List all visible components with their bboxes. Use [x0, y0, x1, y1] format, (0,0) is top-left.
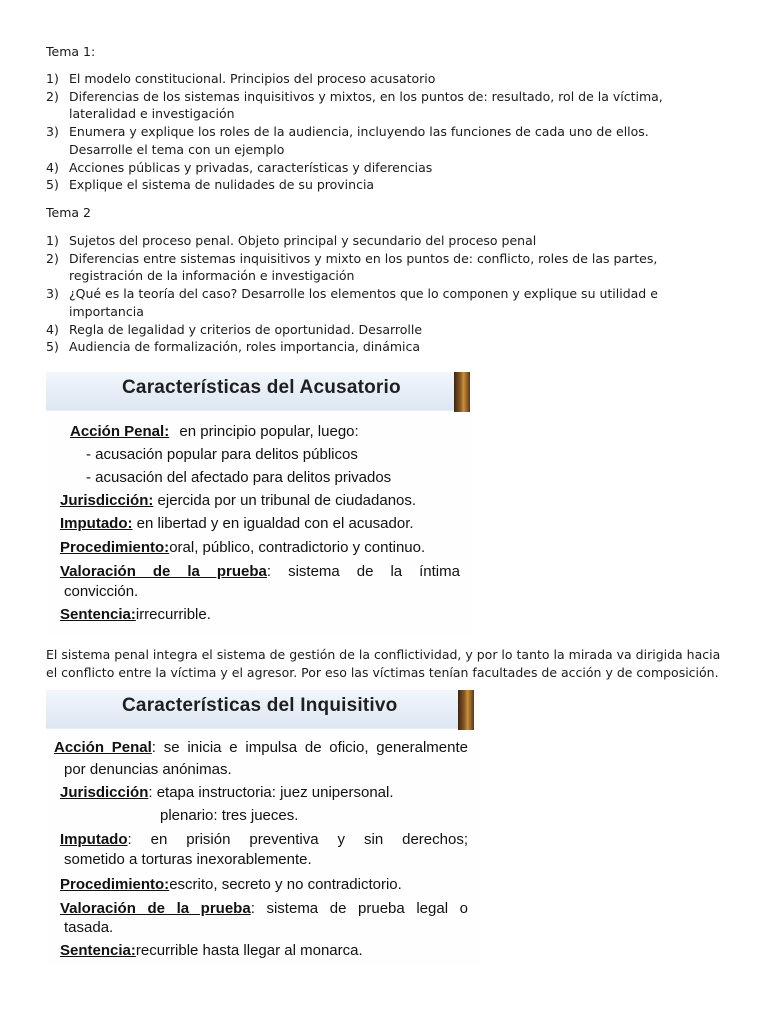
item-number: 4): [46, 321, 59, 337]
item-number: 1): [46, 233, 59, 248]
list-item: [46, 159, 716, 177]
valoracion-label: Valoración de la prueba: [60, 900, 251, 917]
bullet-line: - acusación popular para delitos públicos: [86, 446, 358, 463]
item-text: Acciones públicas y privadas, características y diferencias: [69, 159, 433, 175]
slide-acusatorio: [46, 372, 474, 634]
imputado-label: Imputado:: [60, 515, 133, 532]
procedimiento-line: [60, 875, 402, 895]
imputado-text: : en prisión preventiva y sin derechos;: [127, 831, 468, 848]
item-number: 3): [46, 124, 59, 140]
item-number: 2): [46, 250, 59, 266]
jurisdiccion-text: : etapa instructoria: juez unipersonal.: [148, 784, 394, 801]
item-number: 4): [46, 159, 59, 175]
list-item: [46, 88, 716, 123]
sentencia-text: recurrible hasta llegar al monarca.: [135, 942, 363, 959]
item-number: 5): [46, 339, 59, 355]
list-item: [46, 232, 716, 250]
imputado-line: [60, 514, 414, 534]
sentencia-text: irrecurrible.: [135, 606, 211, 623]
item-text: Sujetos del proceso penal. Objeto principal y secundario del proceso penal: [69, 233, 537, 248]
sentencia-line: [60, 941, 363, 961]
slide-title: Características del Acusatorio: [122, 377, 401, 398]
item-text: ¿Qué es la teoría del caso? Desarrolle los elementos que lo componen y explique su utilidad e importancia: [69, 286, 658, 319]
item-number: 3): [46, 286, 59, 302]
procedimiento-line: [60, 538, 425, 558]
valoracion-line: [60, 562, 460, 582]
slide-inquisitivo: [46, 690, 478, 965]
item-text: Audiencia de formalización, roles importancia, dinámica: [69, 339, 421, 355]
accion-penal-line: [54, 738, 468, 758]
procedimiento-text: escrito, secreto y no contradictorio.: [169, 876, 402, 893]
valoracion-text: : sistema de la íntima: [266, 563, 460, 580]
jurisdiccion-text: ejercida por un tribunal de ciudadanos.: [157, 492, 417, 509]
item-text: Regla de legalidad y criterios de oportunidad. Desarrolle: [69, 321, 423, 337]
valoracion-line: [60, 899, 468, 919]
procedimiento-text: oral, público, contradictorio y continuo.: [169, 539, 426, 556]
valoracion-label: Valoración de la prueba: [60, 563, 267, 580]
accion-penal-line: [70, 422, 359, 442]
imputado-text: en libertad y en igualdad con el acusador.: [136, 515, 414, 532]
slide-title: Características del Inquisitivo: [122, 695, 398, 716]
procedimiento-label: Procedimiento:: [60, 876, 170, 893]
item-text: Diferencias entre sistemas inquisitivos y mixto en los puntos de: conflicto, roles de las partes, registración de la información e investigación: [69, 250, 658, 284]
jurisdiccion-label: Jurisdicción: [60, 784, 149, 801]
valoracion-continuation: convicción.: [64, 583, 139, 600]
body-paragraph: El sistema penal integra el sistema de gestión de la conflictividad, y por lo tanto la mirada va dirigida hacia el conflicto entre la víctima y el agresor. Por eso las víctimas tenían facultades de acción y de composición.: [46, 647, 721, 680]
item-number: 2): [46, 88, 59, 104]
jurisdiccion-line: [60, 783, 394, 803]
list-item: [46, 123, 716, 158]
item-text: Explique el sistema de nulidades de su provincia: [69, 177, 375, 193]
jurisdiccion-continuation: plenario: tres jueces.: [160, 807, 299, 824]
tema1-list: [46, 70, 716, 194]
item-number: 5): [46, 177, 59, 193]
accion-penal-text: en principio popular, luego:: [179, 423, 359, 440]
sentencia-label: Sentencia:: [60, 942, 136, 959]
accion-penal-text: : se inicia e impulsa de oficio, generalmente: [151, 739, 468, 756]
item-text: Enumera y explique los roles de la audiencia, incluyendo las funciones de cada uno de ellos. Desarrolle el tema con un ejemplo: [69, 124, 649, 157]
item-text: Diferencias de los sistemas inquisitivos y mixtos, en los puntos de: resultado, rol de la víctima, lateralidad e investigación: [69, 88, 663, 122]
imputado-label: Imputado: [60, 831, 128, 848]
sentencia-label: Sentencia:: [60, 606, 136, 623]
list-item: [46, 285, 716, 320]
wood-edge-decoration: [458, 690, 474, 730]
tema2-list: [46, 232, 716, 356]
imputado-line: [60, 830, 468, 850]
bullet-line: - acusación del afectado para delitos privados: [86, 469, 392, 486]
jurisdiccion-label: Jurisdicción:: [60, 492, 154, 509]
list-item: [46, 321, 716, 339]
item-number: 1): [46, 71, 59, 86]
item-text: El modelo constitucional. Principios del proceso acusatorio: [69, 71, 436, 86]
wood-edge-decoration: [454, 372, 470, 412]
accion-penal-continuation: por denuncias anónimas.: [64, 761, 232, 778]
sentencia-line: [60, 605, 211, 625]
imputado-continuation: sometido a torturas inexorablemente.: [64, 851, 312, 868]
tema2-heading: Tema 2: [46, 205, 91, 220]
valoracion-continuation: tasada.: [64, 919, 114, 936]
list-item: [46, 176, 716, 194]
valoracion-text: : sistema de prueba legal o: [250, 900, 468, 917]
list-item: [46, 70, 716, 88]
list-item: [46, 250, 716, 285]
accion-penal-label: Acción Penal:: [70, 423, 170, 440]
list-item: [46, 338, 716, 356]
accion-penal-label: Acción Penal: [54, 739, 152, 756]
tema1-heading: Tema 1:: [46, 44, 96, 59]
procedimiento-label: Procedimiento:: [60, 539, 170, 556]
jurisdiccion-line: [60, 491, 416, 511]
